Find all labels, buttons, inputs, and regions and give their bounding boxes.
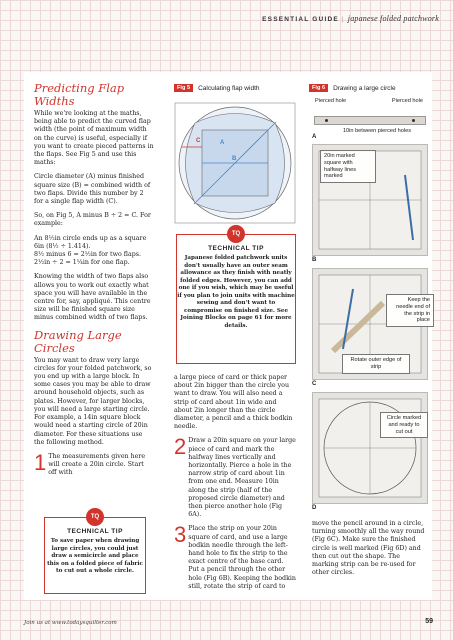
fig-5-label — [174, 84, 260, 92]
right-column — [312, 520, 426, 583]
fig-6a-pierced-left: Pierced hole — [315, 98, 347, 104]
page-panel — [24, 72, 432, 600]
middle-paragraph-1: a large piece of card or thick paper about 2in bigger than the circle you want to draw. You will also need a strip of card about 1in wide and about 2in longer than the circle diameter, a pencil and a thick bodkin needle. — [174, 374, 293, 431]
fig-5-letter-c: C — [196, 138, 201, 144]
fig-6a-between: 10in between pierced holes — [342, 128, 412, 134]
left-paragraph-4a: An 8½in circle ends up as a square 6in (8½ ÷ 1.414). — [34, 234, 147, 250]
header-separator: | — [341, 16, 345, 23]
technical-tip-2 — [176, 231, 296, 364]
fig-6a-pierced-right: Pierced hole — [391, 98, 423, 104]
fig-6-letter-c: C — [312, 381, 317, 387]
fig-6c-note-2: Rotate outer edge of strip — [342, 354, 410, 374]
page-number: 59 — [425, 618, 433, 625]
left-paragraph-4b: 8½ minus 6 = 2½in for two flaps. — [34, 251, 141, 259]
tip-1-body: To save paper when drawing large circles, you could just draw a semicircle and place this on a folded piece of fabric to cut out a whole circle. — [47, 538, 143, 574]
fig-6-letter-b: B — [312, 257, 317, 263]
page-header — [262, 14, 439, 23]
fig-6b-note: 20in marked square with halfway lines marked — [320, 150, 376, 183]
fig-6-label — [309, 84, 396, 92]
fig-5-tag: Fig 5 — [174, 84, 193, 92]
fig-6-letter-a: A — [312, 134, 317, 140]
tip-1-title: TECHNICAL TIP — [67, 528, 123, 535]
header-guide: ESSENTIAL GUIDE — [262, 16, 339, 23]
fig-6d-note: Circle marked and ready to cut out — [380, 412, 428, 438]
fig-6a-hole-left — [325, 119, 328, 122]
technical-tip-1 — [44, 514, 146, 594]
left-paragraph-3: So, on Fig 5, A minus B ÷ 2 = C. For example: — [34, 212, 151, 228]
tip-2-badge: TQ — [227, 225, 245, 243]
fig-6d-drawing — [313, 393, 427, 503]
step-1 — [34, 449, 154, 478]
step-2 — [174, 434, 296, 519]
step-2-text: Draw a 20in square on your large piece of card and mark the halfway lines vertically and horizontally. Pierce a hole in the narrow strip of card about 1in from one end. Measure 10in along the strip (half of the proposed circle diameter) and then pierce another hole (Fig 6A). — [188, 437, 296, 519]
fig-6a-strip — [314, 116, 426, 125]
left-paragraph-4c: 2½in ÷ 2 = 1¼in for one flap. — [34, 259, 130, 267]
step-1-text: The measurements given here will create a 20in circle. Start off with — [48, 452, 146, 477]
footer-text: Join us at www.todaysquilter.com — [24, 620, 117, 626]
left-paragraph-5: Knowing the width of two flaps also allows you to work out exactly what space you will have available in the centre for, say, appliqué. This centre size will be finished square size minus combined width of two flaps. — [34, 273, 151, 322]
tip-2-title: TECHNICAL TIP — [208, 245, 264, 252]
right-paragraph-1: move the pencil around in a circle, turning smoothly all the way round (Fig 6C). Make sure the finished circle is well marked (Fig 6D) and then cut out the shape. The marking strip can be re-used for other circles. — [312, 520, 425, 577]
fig-6a-hole-right — [412, 119, 415, 122]
left-paragraph-1: While we're looking at the maths, being able to predict the curved flap width (the point of maximum width on the curve) is useful, especially if you want to create pieced patterns in the flaps. See Fig 5 and use this maths: — [34, 110, 154, 167]
fig-6-tag: Fig 6 — [309, 84, 328, 92]
step-1-number: 1 — [34, 449, 47, 475]
step-3-number: 3 — [174, 522, 187, 548]
tip-1-badge: TQ — [86, 508, 104, 526]
fig-6-caption: Drawing a large circle — [333, 84, 396, 92]
heading-predicting-flap-widths: Predicting Flap Widths — [34, 81, 125, 108]
middle-column — [174, 374, 296, 591]
fig-5-caption: Calculating flap width — [198, 84, 260, 92]
fig-6c-note-1: Keep the needle end of the strip in place — [386, 294, 434, 327]
left-paragraph-2: Circle diameter (A) minus finished square size (B) = combined width of two flaps. Divide this number by 2 for a single flap width (C). — [34, 173, 151, 206]
step-2-number: 2 — [174, 434, 187, 460]
step-3 — [174, 522, 296, 591]
fig-5-letter-b: B — [232, 156, 237, 162]
tip-2-body: Japanese folded patchwork units don't usually have an outer seam allowance as they finish with neatly folded edges. However, you can add one if you wish, which may be useful if you plan to join units with machine sewing and don't want to compromise on finished size. See Joining Blocks on page 61 for more details. — [177, 255, 295, 329]
fig-6-letter-d: D — [312, 505, 317, 511]
fig-5-letter-a: A — [220, 140, 225, 146]
header-subtitle: japanese folded patchwork — [347, 14, 439, 23]
step-3-text: Place the strip on your 20in square of card, and use a large bodkin needle through the left-hand hole to fix the strip to the exact centre of the base card. Put a pencil through the other hole (Fig 6B). Keeping the bodkin still, rotate the strip of card to — [188, 525, 296, 590]
left-column — [34, 82, 154, 478]
left-paragraph-6: You may want to draw very large circles for your folded patchwork, so you end up with a large block. In some cases you may be able to draw around household objects, such as plates. However, for larger blocks, you will need a large starting circle. For example, a 14in square block would need a starting circle of 20in diameter. For these situations use the following method. — [34, 356, 152, 446]
fig-6d-photo — [312, 392, 428, 504]
fig-5-diagram — [174, 102, 296, 224]
heading-drawing-large-circles: Drawing Large Circles — [34, 327, 122, 355]
